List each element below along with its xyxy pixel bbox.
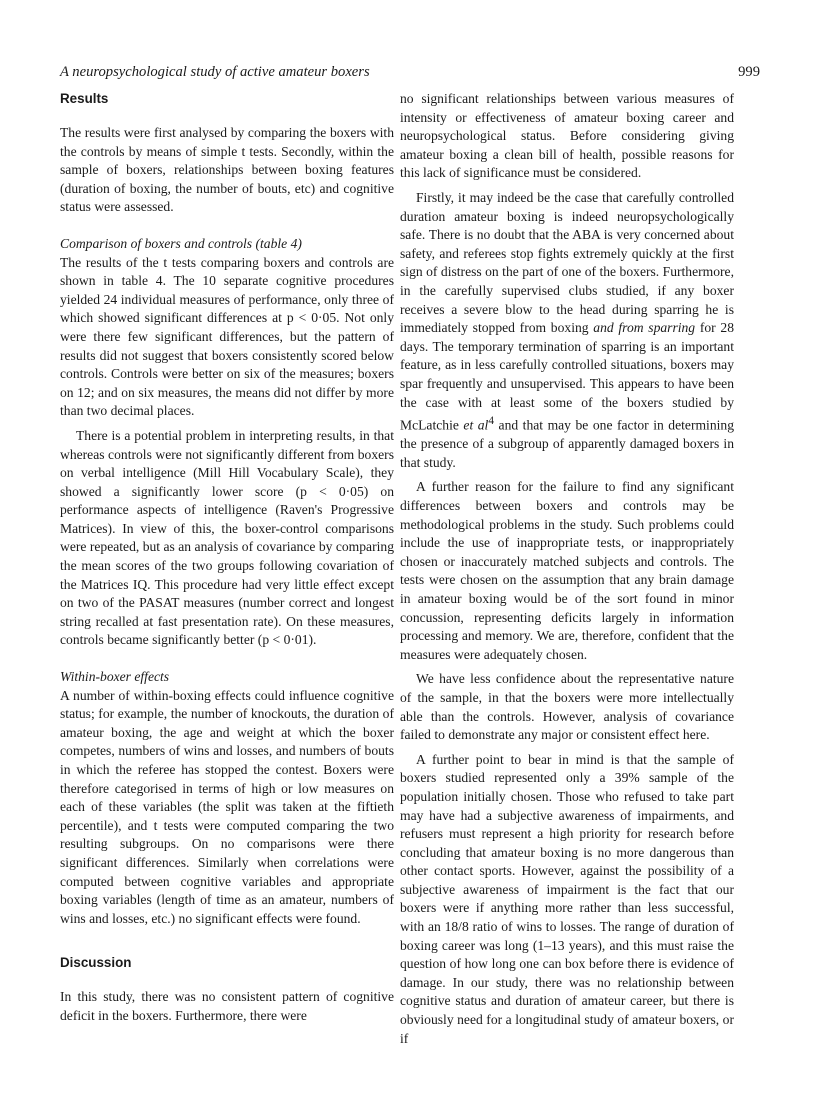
- firstly-paragraph: [400, 189, 734, 472]
- results-paragraph: The results were first analysed by comparing the boxers with the controls by means of simple t tests. Secondly, within the sample of boxers, relationships between boxing features (duration of boxing, the number of bouts, etc) and cognitive status were assessed.: [60, 125, 394, 215]
- discussion-heading: Discussion: [60, 955, 132, 971]
- et-al: et al: [463, 417, 489, 433]
- comparison-paragraph-1: The results of the t tests comparing boxers and controls are shown in table 4. The 10 separate cognitive procedures yielded 24 individual measures of performance, only three of which showed significant differences at p < 0·05. Not only were there few significant differences, but the pattern of results did not suggest that boxers consistently scored below controls. Controls were better on six of the measures; boxers on 12; and on six measures, the means did not differ by more than two decimal places.: [60, 254, 394, 419]
- reference-4: 4: [488, 415, 494, 428]
- discussion-paragraph: In this study, there was no consistent pattern of cognitive deficit in the boxers. Furthermore, there were: [60, 989, 394, 1023]
- page-number: 999: [738, 64, 760, 80]
- sample-paragraph: We have less confidence about the representative nature of the sample, in that the boxers were more intellectually able than the controls. However, analysis of covariance failed to demonstrate any major or consistent effect here.: [400, 671, 734, 743]
- firstly-text-c: and that may be one factor in determining the presence of a subgroup of apparently damaged boxers in that study.: [400, 417, 734, 470]
- within-boxer-paragraph: A number of within-boxing effects could influence cognitive status; for example, the number of knockouts, the duration of amateur boxing, the age and weight at which the boxer competes, numbers of wins and losses, and numbers of bouts in which the referee has stopped the contest. Boxers were therefore categorised in terms of high or low measures on each of these variables (the split was taken at the fiftieth percentile), and t tests were computed comparing the two resulting subgroups. On no comparisons were there significant differences. Similarly when correlations were computed between cognitive variables and appropriate boxing variables (length of time as an amateur, numbers of wins and losses, etc.) no significant effects were found.: [60, 687, 394, 926]
- further-point-paragraph: A further point to bear in mind is that the sample of boxers studied represented only a 39% sample of the population initially chosen. Those who refused to take part may have had a subjective awareness of impairments, and refusers must represent a high priority for research before concluding that amateur boxing is no more dangerous than other contact sports. However, against the possibility of a subjective awareness of impairment is the fact that our boxers were if anything more rather than less successful, with an 18/8 ratio of wins to losses. The range of duration of boxing career was long (1–13 years), and this must raise the question of how long one can box before there is evidence of damage. In our study, there was no relationship between cognitive status and duration of amateur career, but there is obviously need for a longitudinal study of amateur boxers, or if: [400, 751, 734, 1046]
- left-column: [60, 90, 394, 1026]
- comparison-paragraph-2: There is a potential problem in interpreting results, in that whereas controls were not significantly different from boxers on verbal intelligence (Mill Hill Vocabulary Scale), they showed a significantly lower score (p < 0·05) on performance aspects of intelligence (Raven's Progressive Matrices). In view of this, the boxer-control comparisons were repeated, but as an analysis of covariance by comparing the mean scores of the two groups following covariation of the Matrices IQ. This procedure had very little effect except on two of the PASAT measures (number correct and longest string recalled at fast presentation rate). On these measures, controls became significantly better (p < 0·01).: [60, 427, 394, 648]
- firstly-text-b: for 28 days. The temporary termination of sparring is an important feature, as in less carefully controlled situations, boxers may spar frequently and unsupervised. This appears to have been the case with at least some of the boxers studied by McLatchie: [400, 320, 734, 433]
- comparison-heading: Comparison of boxers and controls (table 4): [60, 235, 302, 251]
- firstly-text-a: Firstly, it may indeed be the case that carefully controlled duration amateur boxing is indeed neuropsychologically safe. There is no doubt that the ABA is very concerned about safety, and referees stop fights extremely quickly at the first sign of distress on the part of one of the boxers. Furthermore, in the carefully supervised clubs studied, if any boxer receives a severe blow to the head during sparring he is immediately stopped from boxing: [400, 189, 734, 336]
- results-heading: Results: [60, 91, 109, 106]
- right-column: [400, 90, 734, 1048]
- emphasis-sparring: and from sparring: [593, 320, 696, 336]
- running-title: A neuropsychological study of active amateur boxers: [60, 64, 370, 80]
- within-boxer-heading: Within-boxer effects: [60, 669, 170, 685]
- methodology-paragraph: A further reason for the failure to find any significant differences between boxers and controls may be methodological problems in the study. Such problems could include the use of inappropriate tests, or inappropriately chosen or inaccurately matched subjects and controls. The tests were chosen on the assumption that any brain damage in amateur boxing would be of the sort found in minor concussion, representing deficits largely in information processing and memory. We are, therefore, confident that the measures were adequately chosen.: [400, 479, 734, 662]
- running-header: [60, 64, 760, 84]
- continued-paragraph: no significant relationships between various measures of intensity or effectiveness of amateur boxing career and neuropsychological status. Before considering giving amateur boxing a clean bill of health, possible reasons for this lack of significance must be considered.: [400, 91, 734, 181]
